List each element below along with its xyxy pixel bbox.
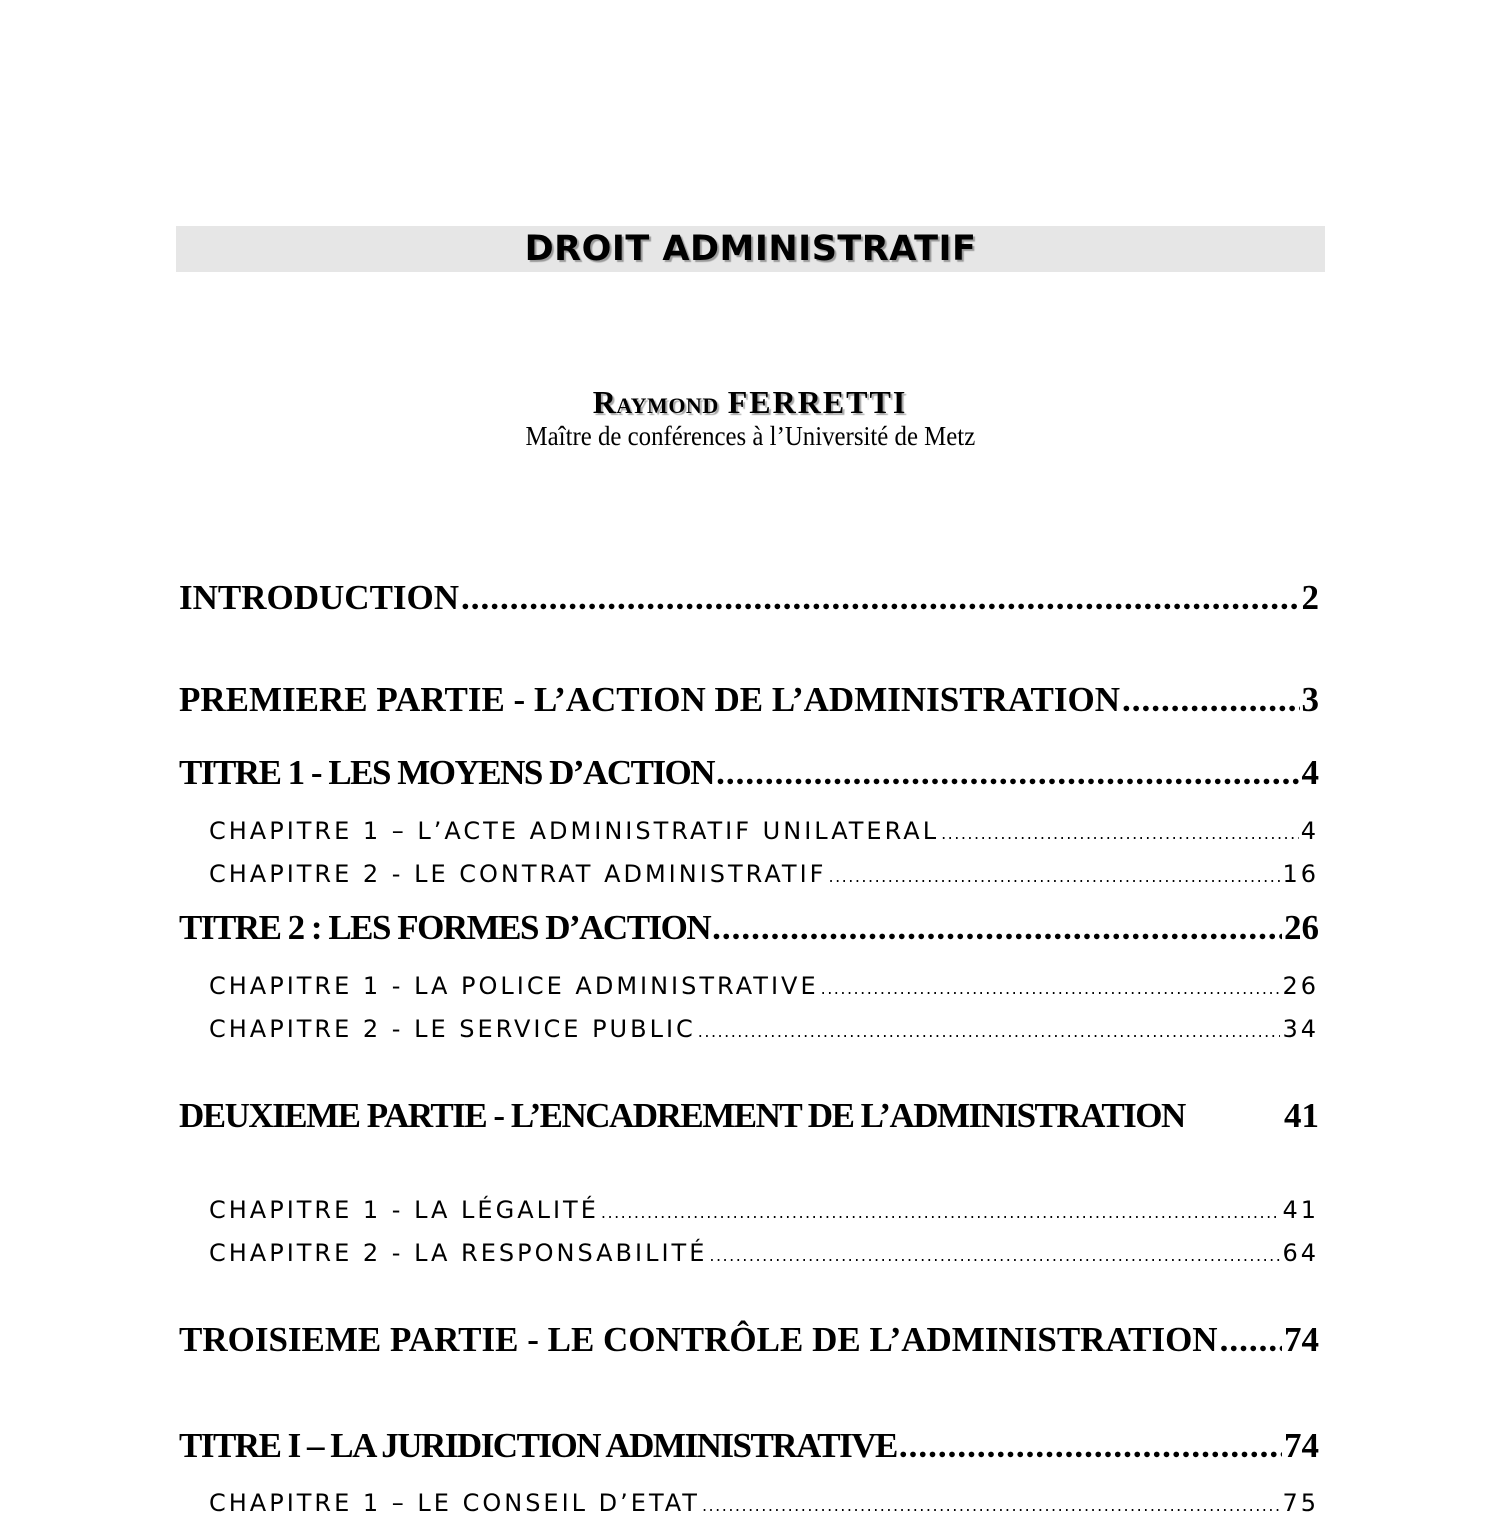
- author-block: [0, 384, 1500, 452]
- toc-page-number: 74: [1284, 1320, 1319, 1359]
- toc-page-number: 41: [1284, 1096, 1319, 1135]
- author-first-name: Raymond: [592, 384, 719, 420]
- toc-entry-label: CHAPITRE 1 – LE CONSEIL D’ETAT: [209, 1489, 700, 1517]
- toc-page-number: 26: [1282, 972, 1319, 1000]
- author-role: Maître de conférences à l’Université de Metz: [525, 420, 975, 451]
- toc-page-number: 3: [1301, 680, 1319, 719]
- toc-page-number: 34: [1282, 1015, 1319, 1043]
- toc-page-number: 26: [1284, 908, 1319, 947]
- author-name: [0, 384, 1500, 421]
- toc-page-number: 64: [1282, 1239, 1319, 1267]
- toc-entry-chapter[interactable]: [209, 1238, 1319, 1268]
- toc-dot-leader: [709, 1238, 1280, 1268]
- toc-page-number: 4: [1300, 817, 1319, 845]
- toc-dot-leader: [712, 908, 1282, 948]
- toc-page-number: 41: [1282, 1196, 1319, 1224]
- toc-entry-label: TITRE 1 - LES MOYENS D’ACTION: [179, 753, 715, 792]
- toc-entry-label: CHAPITRE 1 – L’ACTE ADMINISTRATIF UNILATERAL: [209, 817, 940, 845]
- toc-dot-leader: [821, 971, 1281, 1001]
- toc-entry-major[interactable]: [179, 1096, 1319, 1136]
- toc-entry-major[interactable]: [179, 1320, 1319, 1360]
- toc-entry-chapter[interactable]: [209, 816, 1319, 846]
- toc-entry-label: CHAPITRE 1 - LA POLICE ADMINISTRATIVE: [209, 972, 819, 1000]
- toc-entry-chapter[interactable]: [209, 1014, 1319, 1044]
- title-banner: [176, 226, 1325, 272]
- toc-entry-chapter[interactable]: [209, 859, 1319, 889]
- document-title: DROIT ADMINISTRATIF: [524, 228, 977, 269]
- toc-page-number: 74: [1284, 1426, 1319, 1465]
- toc-dot-leader: [461, 578, 1299, 618]
- toc-entry-label: DEUXIEME PARTIE - L’ENCADREMENT DE L’ADMINISTRATION: [179, 1096, 1185, 1135]
- toc-entry-label: CHAPITRE 2 - LA RESPONSABILITÉ: [209, 1239, 708, 1267]
- toc-dot-leader: [698, 1014, 1281, 1044]
- toc-entry-label: CHAPITRE 2 - LE CONTRAT ADMINISTRATIF: [209, 860, 827, 888]
- toc-page-number: 75: [1282, 1489, 1319, 1517]
- toc-entry-major[interactable]: [179, 1426, 1319, 1466]
- toc-entry-label: TITRE I – LA JURIDICTION ADMINISTRATIVE: [179, 1426, 897, 1465]
- toc-dot-leader: [899, 1426, 1282, 1466]
- toc-page-number: 2: [1301, 578, 1319, 617]
- toc-entry-chapter[interactable]: [209, 971, 1319, 1001]
- toc-entry-label: TROISIEME PARTIE - LE CONTRÔLE DE L’ADMINISTRATION: [179, 1320, 1218, 1359]
- toc-page-number: 16: [1282, 860, 1319, 888]
- toc-dot-leader: [716, 753, 1299, 793]
- toc-entry-chapter[interactable]: [209, 1488, 1319, 1518]
- toc-dot-leader: [1220, 1320, 1282, 1360]
- toc-dot-leader: [828, 859, 1280, 889]
- toc-entry-label: PREMIERE PARTIE - L’ACTION DE L’ADMINISTRATION: [179, 680, 1120, 719]
- toc-dot-leader: [941, 816, 1299, 846]
- toc-dot-leader: [601, 1195, 1281, 1225]
- toc-entry-label: INTRODUCTION: [179, 578, 460, 617]
- toc-entry-major[interactable]: [179, 753, 1319, 793]
- toc-entry-label: CHAPITRE 2 - LE SERVICE PUBLIC: [209, 1015, 696, 1043]
- toc-entry-major[interactable]: [179, 680, 1319, 720]
- author-last-name: FERRETTI: [727, 384, 908, 420]
- toc-entry-label: TITRE 2 : LES FORMES D’ACTION: [179, 908, 711, 947]
- toc-entry-chapter[interactable]: [209, 1195, 1319, 1225]
- toc-entry-label: CHAPITRE 1 - LA LÉGALITÉ: [209, 1196, 599, 1224]
- toc-dot-leader: [1122, 680, 1300, 720]
- toc-page-number: 4: [1301, 753, 1319, 792]
- toc-dot-leader: [702, 1488, 1280, 1518]
- toc-entry-major[interactable]: [179, 578, 1319, 618]
- toc-entry-major[interactable]: [179, 908, 1319, 948]
